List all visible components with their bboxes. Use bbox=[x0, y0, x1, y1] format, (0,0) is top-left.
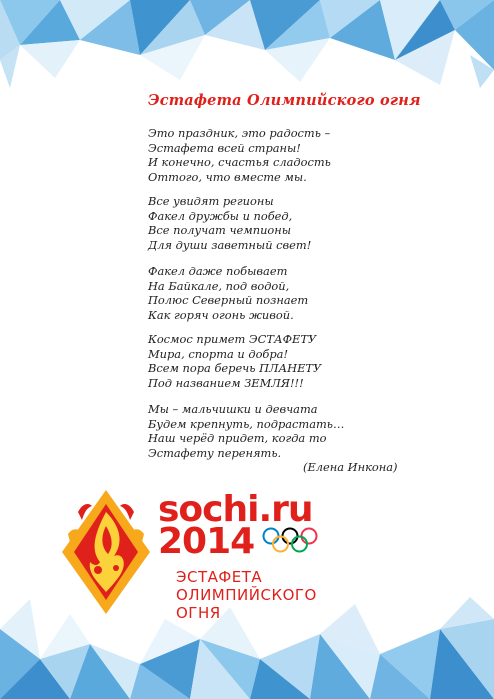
stanza-1 bbox=[148, 126, 331, 184]
poem-line: Мира, спорта и добра! bbox=[148, 346, 289, 361]
top-ice-triangle-border bbox=[0, 0, 494, 90]
poem-line: Космос примет ЭСТАФЕТУ bbox=[148, 332, 317, 346]
poem-line: Для души заветный свет! bbox=[148, 237, 312, 252]
stanza-3 bbox=[148, 264, 308, 322]
poem-line: Факел дружбы и побед, bbox=[148, 208, 293, 223]
logo-relay-line-2: ОЛИМПИЙСКОГО bbox=[176, 586, 317, 604]
poem-line: Будем крепнуть, подрастать… bbox=[148, 416, 345, 431]
poem-line: И конечно, счастья сладость bbox=[148, 155, 331, 170]
poem-line: Факел даже побывает bbox=[148, 264, 288, 278]
stanza-5 bbox=[148, 402, 344, 460]
poem-line: Под названием ЗЕМЛЯ!!! bbox=[148, 375, 304, 390]
logo-site-name: sochi.ru bbox=[158, 489, 313, 530]
poem-line: Полюс Северный познает bbox=[148, 293, 309, 308]
poem-line: Все увидят регионы bbox=[148, 194, 274, 208]
poem-title: Эстафета Олимпийского огня bbox=[148, 92, 421, 109]
poem-line: Оттого, что вместе мы. bbox=[148, 169, 307, 184]
poem-line: Эстафета всей страны! bbox=[148, 140, 301, 155]
logo-relay-line-3: ОГНЯ bbox=[176, 604, 221, 622]
fire-bird-emblem-icon bbox=[58, 482, 154, 622]
olympic-rings-icon bbox=[262, 527, 318, 555]
logo-year: 2014 bbox=[158, 521, 255, 562]
stanza-4 bbox=[148, 332, 321, 390]
stanza-2 bbox=[148, 194, 311, 252]
poem-line: Всем пора беречь ПЛАНЕТУ bbox=[148, 361, 322, 376]
poem-author: (Елена Инкона) bbox=[303, 460, 398, 474]
logo-relay-line-1: ЭСТАФЕТА bbox=[176, 568, 263, 586]
poem-line: Это праздник, это радость – bbox=[148, 126, 331, 140]
poem-line: Все получат чемпионы bbox=[148, 223, 292, 238]
poem-line: Как горяч огонь живой. bbox=[148, 307, 294, 322]
poem-line: Мы – мальчишки и девчата bbox=[148, 402, 318, 416]
poem-line: На Байкале, под водой, bbox=[148, 278, 290, 293]
poem-line: Наш черёд придет, когда то bbox=[148, 431, 327, 446]
poem-line: Эстафету перенять. bbox=[148, 445, 282, 460]
